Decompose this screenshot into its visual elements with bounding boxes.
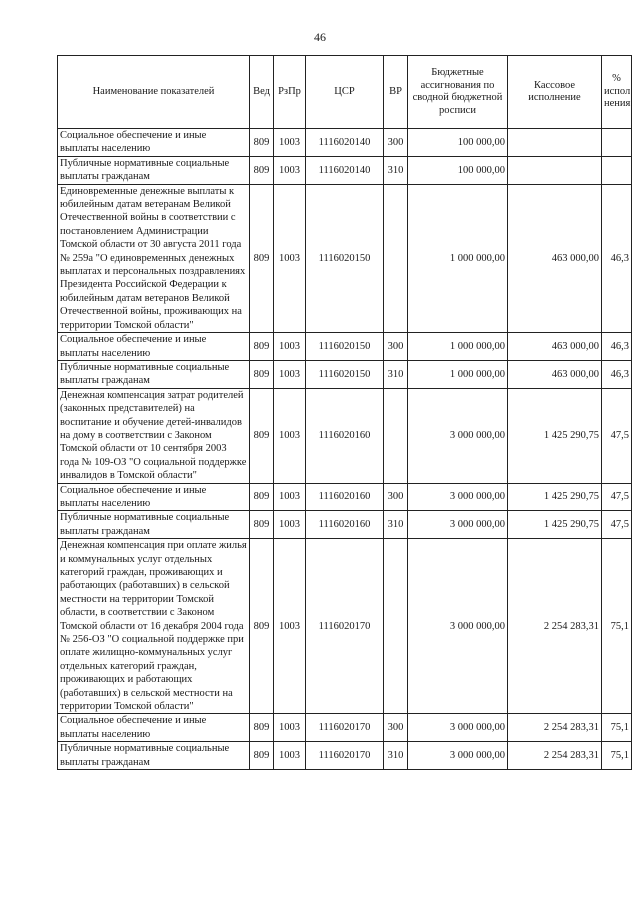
header-name: Наименование показателей [58,56,250,129]
row-rzpr: 1003 [274,333,306,361]
table-row [58,483,632,511]
row-rzpr: 1003 [274,129,306,157]
row-vr [384,539,408,714]
row-pct: 47,5 [602,511,632,539]
row-cash [508,156,602,184]
header-budget: Бюджетные ассигнования по сводной бюджетной росписи [408,56,508,129]
table-row [58,714,632,742]
row-csr: 1116020150 [306,333,384,361]
row-ved: 809 [250,388,274,483]
row-name: Публичные нормативные социальные выплаты гражданам [58,511,250,539]
row-cash: 1 425 290,75 [508,483,602,511]
row-budget: 100 000,00 [408,156,508,184]
row-cash: 2 254 283,31 [508,539,602,714]
row-vr: 300 [384,129,408,157]
row-name: Публичные нормативные социальные выплаты гражданам [58,360,250,388]
row-name: Социальное обеспечение и иные выплаты населению [58,714,250,742]
row-cash: 463 000,00 [508,360,602,388]
row-vr [384,388,408,483]
table-header-row [58,56,632,129]
row-pct: 47,5 [602,388,632,483]
row-budget: 3 000 000,00 [408,511,508,539]
row-budget: 3 000 000,00 [408,742,508,770]
row-rzpr: 1003 [274,156,306,184]
row-csr: 1116020170 [306,714,384,742]
row-vr: 300 [384,333,408,361]
row-ved: 809 [250,129,274,157]
row-cash: 463 000,00 [508,333,602,361]
row-ved: 809 [250,360,274,388]
row-rzpr: 1003 [274,742,306,770]
row-csr: 1116020140 [306,156,384,184]
row-budget: 3 000 000,00 [408,714,508,742]
row-pct: 75,1 [602,539,632,714]
row-rzpr: 1003 [274,483,306,511]
table-row [58,129,632,157]
row-vr [384,184,408,332]
row-name: Денежная компенсация затрат родителей (законных представителей) на воспитание и обучение детей-инвалидов на дому в соответствии с Законом Томской области от 10 сентября 2003 года № 109-ОЗ "О социальной поддержке инвалидов в Томской области" [58,388,250,483]
row-pct [602,129,632,157]
row-name: Денежная компенсация при оплате жилья и коммунальных услуг отдельных категорий граждан, проживающих и работающих (работавших) в сельской местности на территории Томской области, в соответствии с Законом Томской области от 16 декабря 2004 года № 256-ОЗ "О социальной поддержке при оплате жилищно-коммунальных услуг отдельных категорий граждан, проживающих и работающих (работавших) в сельской местности на территории Томской области" [58,539,250,714]
table-row [58,539,632,714]
row-ved: 809 [250,156,274,184]
row-ved: 809 [250,184,274,332]
row-vr: 310 [384,742,408,770]
row-rzpr: 1003 [274,539,306,714]
row-csr: 1116020170 [306,742,384,770]
row-pct: 75,1 [602,742,632,770]
table-row [58,360,632,388]
table-row [58,742,632,770]
row-csr: 1116020150 [306,184,384,332]
row-vr: 310 [384,156,408,184]
row-csr: 1116020160 [306,388,384,483]
row-pct: 46,3 [602,333,632,361]
row-budget: 100 000,00 [408,129,508,157]
row-budget: 3 000 000,00 [408,483,508,511]
row-csr: 1116020170 [306,539,384,714]
row-budget: 1 000 000,00 [408,333,508,361]
header-vr: ВР [384,56,408,129]
table-row [58,333,632,361]
table-row [58,156,632,184]
row-budget: 1 000 000,00 [408,184,508,332]
row-ved: 809 [250,483,274,511]
row-budget: 1 000 000,00 [408,360,508,388]
row-csr: 1116020140 [306,129,384,157]
row-name: Единовременные денежные выплаты к юбилейным датам ветеранам Великой Отечественной войны в соответствии с постановлением Администрации Томской области от 30 августа 2011 года № 259а "О единовременных денежных выплатах и персональных поздравлениях Президента Российской Федерации к юбилейным датам ветеранов Великой Отечественной войны, проживающих на территории Томской области" [58,184,250,332]
row-budget: 3 000 000,00 [408,539,508,714]
page-number: 46 [314,30,326,44]
row-vr: 310 [384,360,408,388]
header-cash: Кассовое исполнение [508,56,602,129]
header-csr: ЦСР [306,56,384,129]
header-pct: % испол нения [602,56,632,129]
table-row [58,511,632,539]
table-row [58,184,632,332]
row-cash [508,129,602,157]
row-pct [602,156,632,184]
row-ved: 809 [250,539,274,714]
row-name: Социальное обеспечение и иные выплаты населению [58,483,250,511]
row-rzpr: 1003 [274,360,306,388]
row-csr: 1116020150 [306,360,384,388]
row-cash: 1 425 290,75 [508,511,602,539]
row-ved: 809 [250,714,274,742]
row-ved: 809 [250,511,274,539]
row-pct: 46,3 [602,360,632,388]
row-cash: 2 254 283,31 [508,714,602,742]
row-ved: 809 [250,742,274,770]
row-ved: 809 [250,333,274,361]
row-name: Публичные нормативные социальные выплаты гражданам [58,156,250,184]
row-csr: 1116020160 [306,511,384,539]
header-ved: Вед [250,56,274,129]
row-rzpr: 1003 [274,388,306,483]
row-cash: 1 425 290,75 [508,388,602,483]
budget-table [57,55,632,770]
table-row [58,388,632,483]
row-pct: 75,1 [602,714,632,742]
row-cash: 2 254 283,31 [508,742,602,770]
row-cash: 463 000,00 [508,184,602,332]
row-rzpr: 1003 [274,184,306,332]
row-vr: 310 [384,511,408,539]
row-csr: 1116020160 [306,483,384,511]
row-name: Публичные нормативные социальные выплаты гражданам [58,742,250,770]
row-vr: 300 [384,714,408,742]
row-rzpr: 1003 [274,714,306,742]
row-budget: 3 000 000,00 [408,388,508,483]
row-name: Социальное обеспечение и иные выплаты населению [58,333,250,361]
row-vr: 300 [384,483,408,511]
row-pct: 46,3 [602,184,632,332]
row-pct: 47,5 [602,483,632,511]
header-rzpr: РзПр [274,56,306,129]
row-name: Социальное обеспечение и иные выплаты населению [58,129,250,157]
row-rzpr: 1003 [274,511,306,539]
